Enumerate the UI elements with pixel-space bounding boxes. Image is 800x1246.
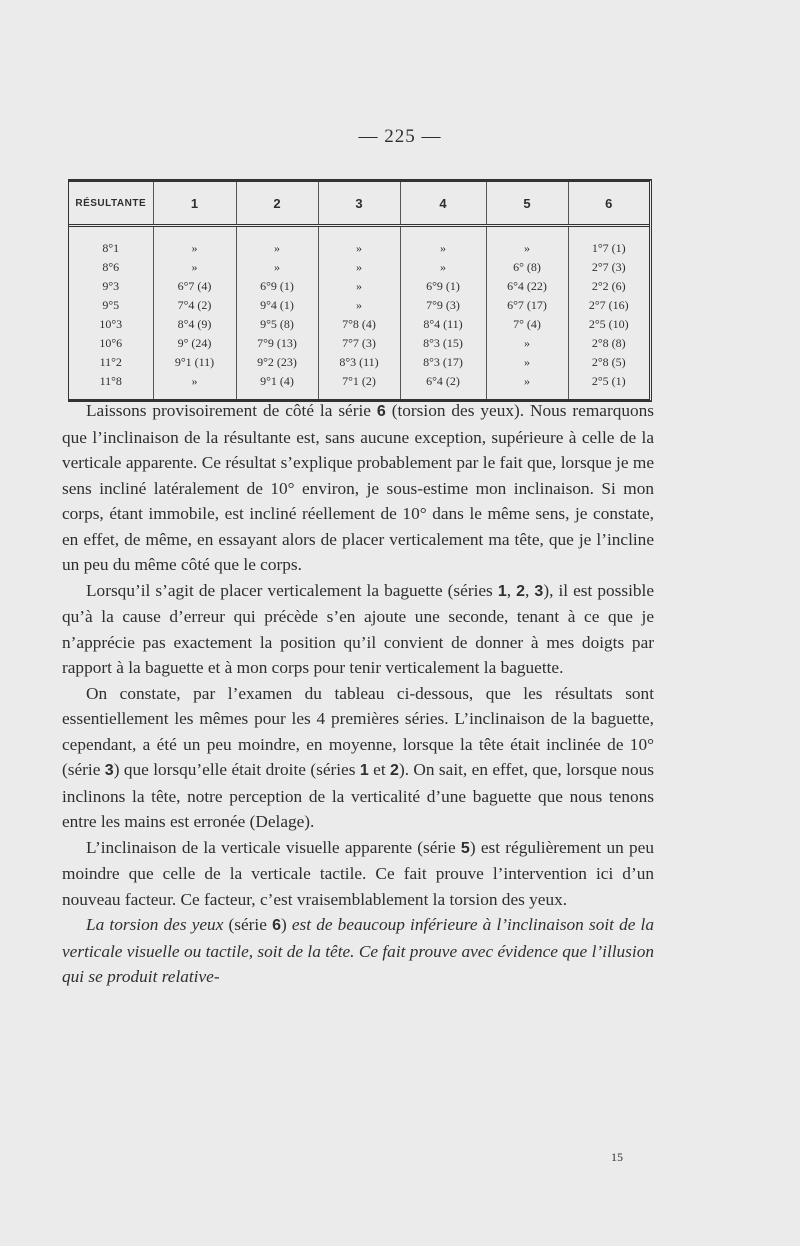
table-cell: » [400, 258, 486, 277]
table-cell: » [318, 258, 400, 277]
table-cell: » [400, 226, 486, 259]
text-run: (torsion des yeux). Nous remarquons que l’inclinaison de la résultante est, sans aucune exception, supérieure à celle de la verticale apparente. Ce résultat s’explique probablement par le fait que, lorsque je me sens incliné latéralement de 10° environ, je sous-estime mon inclinaison. Si mon corps, étant immobile, est incliné réellement de 10° dans le même sens, je constate, en effet, de même, en essayant alors de placer verticalement ma tête, que je l’incline un peu du même côté que le corps. [62, 401, 654, 574]
series-ref: 3 [104, 762, 114, 779]
table-cell: 2°2 (6) [591, 279, 626, 293]
text-run: Laissons provisoirement de côté la série [86, 401, 377, 420]
text-run: , [506, 580, 517, 600]
table-cell: » [153, 258, 236, 277]
table-cell: 8°4 (9) [153, 315, 236, 334]
page-number: — 225 — [358, 126, 442, 147]
header-series-2: 2 [236, 182, 318, 226]
table-cell: 7°8 (4) [318, 315, 400, 334]
table-cell: » [318, 277, 400, 296]
table-cell: 6°7 (17) [486, 296, 568, 315]
text-run: La torsion des yeux [86, 915, 224, 934]
table-cell: 8°4 (11) [400, 315, 486, 334]
table-cell: 8°3 (17) [400, 353, 486, 372]
table-header-row [69, 182, 649, 226]
table-cell: 11°2 [69, 353, 153, 372]
paragraph [62, 835, 654, 913]
table-cell: 9°2 (23) [236, 353, 318, 372]
table-cell: 7°9 (3) [400, 296, 486, 315]
table-cell: 7°4 (2) [153, 296, 236, 315]
signature-mark: 15 [611, 1150, 623, 1164]
header-resultante: RÉSULTANTE [69, 182, 153, 226]
series-ref: 1 [359, 762, 369, 779]
text-run: ). On sait, en effet, que, lorsque nous inclinons la tête, notre perception de la verticalité d’une baguette que nous tenons entre les mains est erronée (Delage). [62, 760, 654, 831]
table-cell: 7° (4) [486, 315, 568, 334]
table-cell: » [236, 258, 318, 277]
results-table [68, 179, 652, 402]
paragraph [62, 912, 654, 990]
table-cell: 6°4 (2) [400, 372, 486, 399]
table-cell: » [486, 226, 568, 259]
text-run: ) que lorsqu’elle était droite (séries [113, 760, 360, 779]
table-cell: » [153, 226, 236, 259]
table-cell: 6°9 (1) [236, 277, 318, 296]
table-cell: 10°6 [69, 334, 153, 353]
paragraph [62, 578, 654, 681]
text-run: Lorsqu’il s’agit de placer verticalement la baguette (séries [86, 580, 498, 600]
table-cell: » [153, 372, 236, 399]
series-ref: 6 [272, 917, 281, 934]
table-cell: » [236, 226, 318, 259]
header-series-6: 6 [568, 182, 649, 226]
table-cell: 8°3 (11) [318, 353, 400, 372]
table-cell: 9°4 (1) [236, 296, 318, 315]
table-cell: 10°3 [69, 315, 153, 334]
series-ref: 5 [460, 839, 470, 857]
text-run: , [525, 580, 535, 600]
table-cell: 6°4 (22) [486, 277, 568, 296]
text-run: L’inclinaison de la verticale visuelle apparente (série [86, 837, 461, 857]
table-cell: 2°7 (3) [591, 260, 626, 274]
table-row [69, 277, 649, 296]
table-cell: 7°9 (13) [236, 334, 318, 353]
table-cell: 9°3 [69, 277, 153, 296]
table-cell: 6°7 (4) [153, 277, 236, 296]
series-ref: 6 [376, 403, 386, 420]
table-cell: » [318, 296, 400, 315]
text-run: ), il est possible qu’à la cause d’erreur qui précède s’en ajoute une seconde, tenant à ce que je n’apprécie pas exactement la position qu’il convient de donner à mes doigts par rapport à la baguette et à mon corps pour tenir verticalement la baguette. [62, 580, 655, 677]
header-series-4: 4 [400, 182, 486, 226]
series-ref: 2 [516, 582, 526, 600]
table-cell: 2°8 (8) [591, 336, 626, 350]
text-run: et [368, 760, 391, 779]
paragraph [62, 398, 654, 578]
table-cell: 7°1 (2) [318, 372, 400, 399]
text-run: (série [223, 915, 273, 934]
text-run: ) est régulièrement un peu moindre que celle de la verticale tactile. Ce fait prouve l’intervention ici d’un nouveau facteur. Ce facteur, c’est vraisemblablement la torsion des yeux. [62, 837, 654, 909]
table-cell: 9°5 (8) [236, 315, 318, 334]
table-cell: 6° (8) [486, 258, 568, 277]
table-row [69, 334, 649, 353]
text-run: ) [280, 915, 292, 934]
table-cell: » [486, 353, 568, 372]
table-cell: 9°1 (11) [153, 353, 236, 372]
table-row [69, 258, 649, 277]
table-cell: 8°3 (15) [400, 334, 486, 353]
table-cell: 9° (24) [153, 334, 236, 353]
table-row [69, 296, 649, 315]
table-cell: 8°1 [69, 226, 153, 259]
table-cell: 2°7 (16) [588, 298, 629, 312]
table-cell: 9°5 [69, 296, 153, 315]
header-series-1: 1 [153, 182, 236, 226]
table-row [69, 372, 649, 399]
table-cell: » [318, 226, 400, 259]
table-row [69, 315, 649, 334]
table-cell: 8°6 [69, 258, 153, 277]
table-cell: 9°1 (4) [236, 372, 318, 399]
table-cell: 6°9 (1) [400, 277, 486, 296]
paragraph [62, 681, 654, 835]
table-cell: » [486, 334, 568, 353]
header-series-5: 5 [486, 182, 568, 226]
series-ref: 3 [534, 582, 544, 600]
table-cell: 11°8 [69, 372, 153, 399]
table-row [69, 353, 649, 372]
table-cell: 7°7 (3) [318, 334, 400, 353]
text-run: On constate, par l’examen du tableau ci-dessous, que les résultats sont essentiellement les mêmes pour les 4 premières séries. L’inclinaison de la baguette, cependant, a été un peu moindre, en moyenne, lorsque la tête était inclinée de 10° (série [62, 683, 654, 779]
table-cell: 2°5 (10) [588, 317, 629, 331]
header-series-3: 3 [318, 182, 400, 226]
table-cell: 2°8 (5) [591, 355, 626, 369]
table-cell: 2°5 (1) [591, 374, 626, 388]
series-ref: 2 [390, 762, 399, 779]
series-ref: 1 [497, 582, 507, 600]
table-cell: 1°7 (1) [591, 241, 626, 255]
text-run: est de beaucoup inférieure à l’inclinaison soit de la verticale visuelle ou tactile, soit de la tête. Ce fait prouve avec évidence que l’illusion qui se produit relative- [62, 915, 654, 986]
table-cell: » [486, 372, 568, 399]
body-text [62, 398, 654, 990]
table-row [69, 226, 649, 259]
